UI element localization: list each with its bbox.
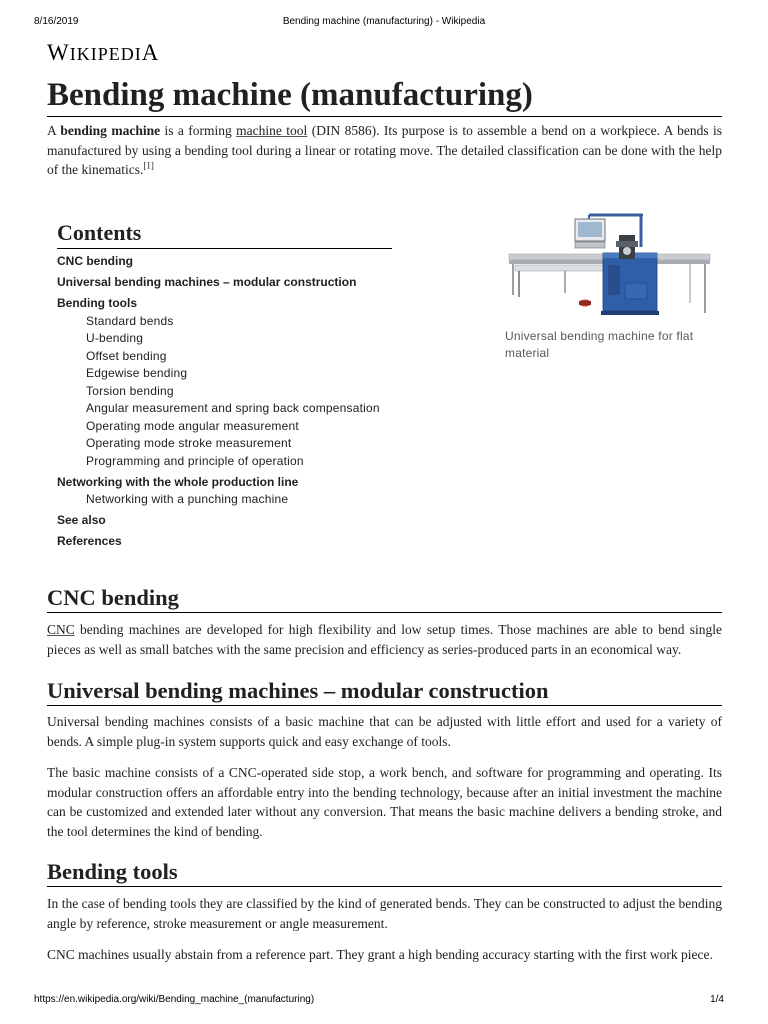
reference-1[interactable]: [1] [143, 160, 154, 171]
toc-item-references[interactable]: References [57, 534, 122, 548]
toc-item-see-also[interactable]: See also [57, 513, 106, 527]
link-cnc[interactable]: CNC [47, 622, 75, 637]
toc-subitem[interactable]: U-bending [86, 331, 144, 345]
toc-subitem[interactable]: Offset bending [86, 348, 167, 363]
universal-paragraph-2: The basic machine consists of a CNC-operated side stop, a work bench, and software for programming and operating. Its modular construction offers an affordable entry into the bending technology, because after an initial investment the machine can be customized and extended later without any conversion. That means the basic machine delivers a bending stroke, and the tool determines the kind of bending. [47, 765, 722, 839]
universal-paragraph-1: Universal bending machines consists of a basic machine that can be adjusted with little effort and used for a variety of bends. A simple plug-in system supports quick and easy exchange of tools. [47, 714, 722, 749]
toc-subitem[interactable]: Torsion bending [86, 383, 174, 398]
print-title: Bending machine (manufacturing) - Wikipedia [282, 16, 486, 27]
page-title: Bending machine (manufacturing) [47, 74, 722, 117]
tools-paragraph-1: In the case of bending tools they are classified by the kind of generated bends. They can be constructed to adjust the bending angle by reference, stroke measurement or angle measurement. [47, 896, 722, 931]
toc-item-networking[interactable]: Networking with the whole production line [57, 474, 299, 489]
print-url: https://en.wikipedia.org/wiki/Bending_machine_(manufacturing) [34, 994, 315, 1005]
bending-machine-image[interactable] [505, 205, 715, 320]
figure-caption: Universal bending machine for flat material [505, 329, 694, 360]
heading-bending-tools: Bending tools [47, 858, 722, 887]
heading-universal-bending: Universal bending machines – modular construction [47, 677, 722, 706]
toc-subitem[interactable]: Programming and principle of operation [86, 453, 304, 468]
bold-term: bending machine [60, 123, 161, 138]
toc-item-bending-tools[interactable]: Bending tools [57, 296, 137, 310]
cnc-paragraph: CNC bending machines are developed for high flexibility and low setup times. Those machines are able to bend single pieces as well as small batches with the same precision and efficiency as series-produced parts in an economical way. [47, 622, 722, 657]
wikipedia-logo[interactable]: WIKIPEDIA [47, 40, 160, 65]
print-date: 8/16/2019 [34, 16, 79, 27]
toc-title: Contents [57, 220, 392, 249]
toc-subitem[interactable]: Standard bends [86, 313, 174, 328]
toc-item-universal-bending[interactable]: Universal bending machines – modular construction [57, 275, 357, 289]
print-page-number: 1/4 [710, 994, 724, 1005]
toc-subitem[interactable]: Networking with a punching machine [86, 492, 289, 506]
intro-paragraph: A bending machine is a forming machine tool (DIN 8586). Its purpose is to assemble a bend on a workpiece. A bends is manufactured by using a bending tool during a linear or rotating move. The detailed classification can be done with the help of the kinematics.[1] [47, 123, 722, 177]
toc-subitem[interactable]: Operating mode stroke measurement [86, 436, 292, 450]
link-machine-tool[interactable]: machine tool [236, 123, 308, 138]
toc-subitem[interactable]: Edgewise bending [86, 366, 188, 380]
figure [505, 205, 720, 362]
table-of-contents [57, 220, 392, 551]
heading-cnc-bending: CNC bending [47, 584, 722, 613]
toc-item-cnc-bending[interactable]: CNC bending [57, 254, 133, 268]
tools-paragraph-2: CNC machines usually abstain from a reference part. They grant a high bending accuracy starting with the first work piece. [47, 947, 713, 962]
toc-subitem[interactable]: Operating mode angular measurement [86, 418, 299, 433]
toc-subitem[interactable]: Angular measurement and spring back compensation [86, 401, 380, 415]
